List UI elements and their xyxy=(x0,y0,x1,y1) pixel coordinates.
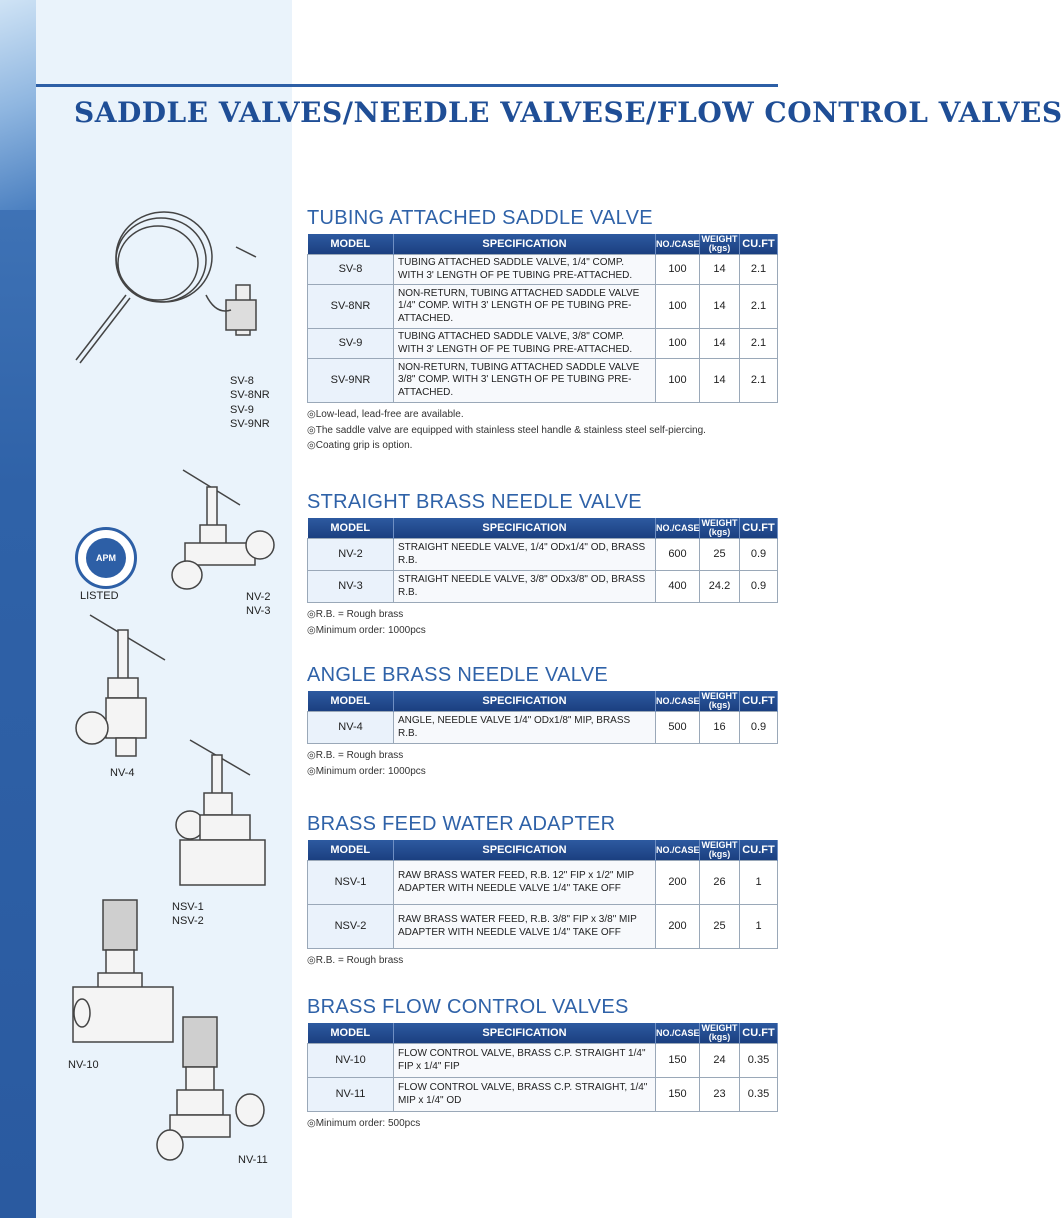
spec-cell: RAW BRASS WATER FEED, R.B. 12" FIP x 1/2" MIP ADAPTER WITH NEEDLE VALVE 1/4" TAKE OFF xyxy=(394,861,656,905)
nocase-cell: 500 xyxy=(656,712,700,744)
weight-cell: 14 xyxy=(700,255,740,285)
nsv-label: NSV-1 xyxy=(172,901,204,913)
weight-bottom: (kgs) xyxy=(708,849,731,859)
spec-cell: STRAIGHT NEEDLE VALVE, 3/8" ODx3/8" OD, BRASS R.B. xyxy=(394,571,656,603)
spec-cell: FLOW CONTROL VALVE, BRASS C.P. STRAIGHT 1/4" FIP x 1/4" FIP xyxy=(394,1044,656,1078)
table-row xyxy=(308,571,778,603)
note-line: ◎The saddle valve are equipped with stainless steel handle & stainless steel self-piercing. xyxy=(307,424,706,436)
feed-water-adapter-illustration xyxy=(170,735,275,895)
section-straight-needle-valve xyxy=(307,491,777,638)
weight-cell: 14 xyxy=(700,329,740,359)
spec-cell: NON-RETURN, TUBING ATTACHED SADDLE VALVE 3/8" COMP. WITH 3' LENGTH OF PE TUBING PRE-ATTACHED. xyxy=(394,359,656,403)
weight-top: WEIGHT xyxy=(701,840,738,850)
table-header-row xyxy=(308,840,778,861)
nocase-cell: 150 xyxy=(656,1078,700,1112)
spec-table xyxy=(307,518,778,603)
note-line: ◎Coating grip is option. xyxy=(307,440,413,451)
table-row xyxy=(308,285,778,329)
spec-cell: TUBING ATTACHED SADDLE VALVE, 1/4" COMP. WITH 3' LENGTH OF PE TUBING PRE-ATTACHED. xyxy=(394,255,656,285)
angle-needle-valve-illustration xyxy=(70,610,180,760)
cuft-cell: 1 xyxy=(740,905,778,949)
table-row xyxy=(308,329,778,359)
model-cell: NSV-1 xyxy=(308,861,394,905)
model-cell: NV-3 xyxy=(308,571,394,603)
section-notes xyxy=(307,953,777,969)
col-model: MODEL xyxy=(308,691,394,712)
weight-bottom: (kgs) xyxy=(708,700,731,710)
weight-top: WEIGHT xyxy=(701,1023,738,1033)
col-spec: SPECIFICATION xyxy=(394,234,656,255)
listed-label: LISTED xyxy=(80,590,119,602)
cuft-cell: 2.1 xyxy=(740,285,778,329)
col-weight xyxy=(700,234,740,255)
col-cuft: CU.FT xyxy=(740,234,778,255)
col-nocase: NO./CASE xyxy=(656,518,700,539)
weight-bottom: (kgs) xyxy=(708,1032,731,1042)
page-title: SADDLE VALVES/NEEDLE VALVESE/FLOW CONTROL VALVES xyxy=(74,96,1063,129)
model-cell: SV-9 xyxy=(308,329,394,359)
weight-cell: 24 xyxy=(700,1044,740,1078)
cuft-cell: 0.9 xyxy=(740,539,778,571)
col-weight xyxy=(700,840,740,861)
weight-bottom: (kgs) xyxy=(708,243,731,253)
nv23-labels xyxy=(246,590,270,619)
table-row xyxy=(308,1044,778,1078)
col-nocase: NO./CASE xyxy=(656,1023,700,1044)
table-header-row xyxy=(308,691,778,712)
sv-label: SV-9NR xyxy=(230,417,270,430)
note-line: ◎Low-lead, lead-free are available. xyxy=(307,409,464,420)
weight-cell: 14 xyxy=(700,359,740,403)
water-splash-decoration xyxy=(0,0,36,210)
weight-top: WEIGHT xyxy=(701,691,738,701)
weight-cell: 14 xyxy=(700,285,740,329)
col-nocase: NO./CASE xyxy=(656,691,700,712)
col-nocase: NO./CASE xyxy=(656,840,700,861)
sv-labels xyxy=(230,374,270,431)
nv-label: NV-3 xyxy=(246,605,271,618)
nocase-cell: 100 xyxy=(656,359,700,403)
section-notes xyxy=(307,1116,777,1132)
note-line: ◎Minimum order: 1000pcs xyxy=(307,765,426,777)
col-model: MODEL xyxy=(308,518,394,539)
cuft-cell: 0.35 xyxy=(740,1044,778,1078)
section-title: STRAIGHT BRASS NEEDLE VALVE xyxy=(307,491,642,513)
model-cell: SV-9NR xyxy=(308,359,394,403)
model-cell: NV-2 xyxy=(308,539,394,571)
spec-cell: ANGLE, NEEDLE VALVE 1/4" ODx1/8" MIP, BRASS R.B. xyxy=(394,712,656,744)
note-line: ◎R.B. = Rough brass xyxy=(307,955,404,966)
table-row xyxy=(308,861,778,905)
spec-cell: TUBING ATTACHED SADDLE VALVE, 3/8" COMP. WITH 3' LENGTH OF PE TUBING PRE-ATTACHED. xyxy=(394,329,656,359)
col-weight xyxy=(700,1023,740,1044)
nv-label: NV-11 xyxy=(238,1154,268,1166)
section-title: BRASS FLOW CONTROL VALVES xyxy=(307,996,629,1018)
cuft-cell: 1 xyxy=(740,861,778,905)
sv-label: SV-9 xyxy=(230,403,254,416)
nv-label: NV-10 xyxy=(68,1059,99,1071)
model-cell: NV-4 xyxy=(308,712,394,744)
section-title: TUBING ATTACHED SADDLE VALVE xyxy=(307,207,653,229)
model-cell: NV-11 xyxy=(308,1078,394,1112)
section-notes xyxy=(307,407,777,454)
cuft-cell: 2.1 xyxy=(740,359,778,403)
model-cell: SV-8NR xyxy=(308,285,394,329)
weight-cell: 16 xyxy=(700,712,740,744)
section-notes xyxy=(307,748,777,779)
table-header-row xyxy=(308,1023,778,1044)
table-header-row xyxy=(308,518,778,539)
col-spec: SPECIFICATION xyxy=(394,840,656,861)
spec-table xyxy=(307,234,778,403)
nocase-cell: 600 xyxy=(656,539,700,571)
nocase-cell: 400 xyxy=(656,571,700,603)
cuft-cell: 2.1 xyxy=(740,255,778,285)
spec-cell: FLOW CONTROL VALVE, BRASS C.P. STRAIGHT, 1/4" MIP x 1/4" OD xyxy=(394,1078,656,1112)
spec-table xyxy=(307,1023,778,1112)
nocase-cell: 200 xyxy=(656,861,700,905)
section-feed-water-adapter xyxy=(307,813,777,969)
section-flow-control-valves xyxy=(307,996,777,1132)
note-line: ◎Minimum order: 1000pcs xyxy=(307,624,426,636)
nv-label: NV-4 xyxy=(110,767,135,779)
nocase-cell: 200 xyxy=(656,905,700,949)
logo-text: APM xyxy=(86,538,126,578)
table-row xyxy=(308,1078,778,1112)
section-angle-needle-valve xyxy=(307,664,777,779)
spec-cell: RAW BRASS WATER FEED, R.B. 3/8" FIP x 3/8" MIP ADAPTER WITH NEEDLE VALVE 1/4" TAKE OFF xyxy=(394,905,656,949)
table-row xyxy=(308,905,778,949)
section-notes xyxy=(307,607,777,638)
spec-cell: NON-RETURN, TUBING ATTACHED SADDLE VALVE 1/4" COMP. WITH 3' LENGTH OF PE TUBING PRE-ATTACHED. xyxy=(394,285,656,329)
note-line: ◎R.B. = Rough brass xyxy=(307,609,404,620)
nv10-labels xyxy=(68,1058,99,1072)
col-spec: SPECIFICATION xyxy=(394,1023,656,1044)
spec-table xyxy=(307,691,778,744)
weight-cell: 25 xyxy=(700,539,740,571)
col-model: MODEL xyxy=(308,1023,394,1044)
col-cuft: CU.FT xyxy=(740,840,778,861)
nocase-cell: 100 xyxy=(656,255,700,285)
table-row xyxy=(308,712,778,744)
weight-cell: 26 xyxy=(700,861,740,905)
section-title: BRASS FEED WATER ADAPTER xyxy=(307,813,616,835)
table-header-row xyxy=(308,234,778,255)
col-model: MODEL xyxy=(308,840,394,861)
weight-cell: 24.2 xyxy=(700,571,740,603)
apm-certification-logo xyxy=(75,527,137,589)
weight-cell: 25 xyxy=(700,905,740,949)
sv-label: SV-8NR xyxy=(230,389,270,402)
col-spec: SPECIFICATION xyxy=(394,518,656,539)
weight-bottom: (kgs) xyxy=(708,527,731,537)
note-line: ◎Minimum order: 500pcs xyxy=(307,1118,421,1129)
sv-label: SV-8 xyxy=(230,375,254,387)
nocase-cell: 100 xyxy=(656,285,700,329)
saddle-valve-illustration xyxy=(66,205,256,375)
weight-top: WEIGHT xyxy=(701,234,738,244)
cuft-cell: 0.35 xyxy=(740,1078,778,1112)
model-cell: NV-10 xyxy=(308,1044,394,1078)
col-nocase: NO./CASE xyxy=(656,234,700,255)
nsv-label: NSV-2 xyxy=(172,915,204,928)
header-rule xyxy=(36,84,778,87)
model-cell: NSV-2 xyxy=(308,905,394,949)
col-model: MODEL xyxy=(308,234,394,255)
cuft-cell: 2.1 xyxy=(740,329,778,359)
col-cuft: CU.FT xyxy=(740,1023,778,1044)
col-spec: SPECIFICATION xyxy=(394,691,656,712)
model-cell: SV-8 xyxy=(308,255,394,285)
nocase-cell: 150 xyxy=(656,1044,700,1078)
straight-needle-valve-illustration xyxy=(165,465,285,595)
col-weight xyxy=(700,691,740,712)
note-line: ◎R.B. = Rough brass xyxy=(307,750,404,761)
table-row xyxy=(308,539,778,571)
cuft-cell: 0.9 xyxy=(740,571,778,603)
nocase-cell: 100 xyxy=(656,329,700,359)
nv11-labels xyxy=(238,1153,268,1167)
section-tubing-saddle-valve xyxy=(307,207,777,454)
spec-table xyxy=(307,840,778,949)
table-row xyxy=(308,255,778,285)
nv4-labels xyxy=(110,766,134,780)
table-row xyxy=(308,359,778,403)
section-title: ANGLE BRASS NEEDLE VALVE xyxy=(307,664,609,686)
weight-top: WEIGHT xyxy=(701,518,738,528)
spec-cell: STRAIGHT NEEDLE VALVE, 1/4" ODx1/4" OD, BRASS R.B. xyxy=(394,539,656,571)
weight-cell: 23 xyxy=(700,1078,740,1112)
nv-label: NV-2 xyxy=(246,591,271,603)
col-cuft: CU.FT xyxy=(740,691,778,712)
col-weight xyxy=(700,518,740,539)
col-cuft: CU.FT xyxy=(740,518,778,539)
flow-control-valve-nv11-illustration xyxy=(155,1015,275,1165)
cuft-cell: 0.9 xyxy=(740,712,778,744)
